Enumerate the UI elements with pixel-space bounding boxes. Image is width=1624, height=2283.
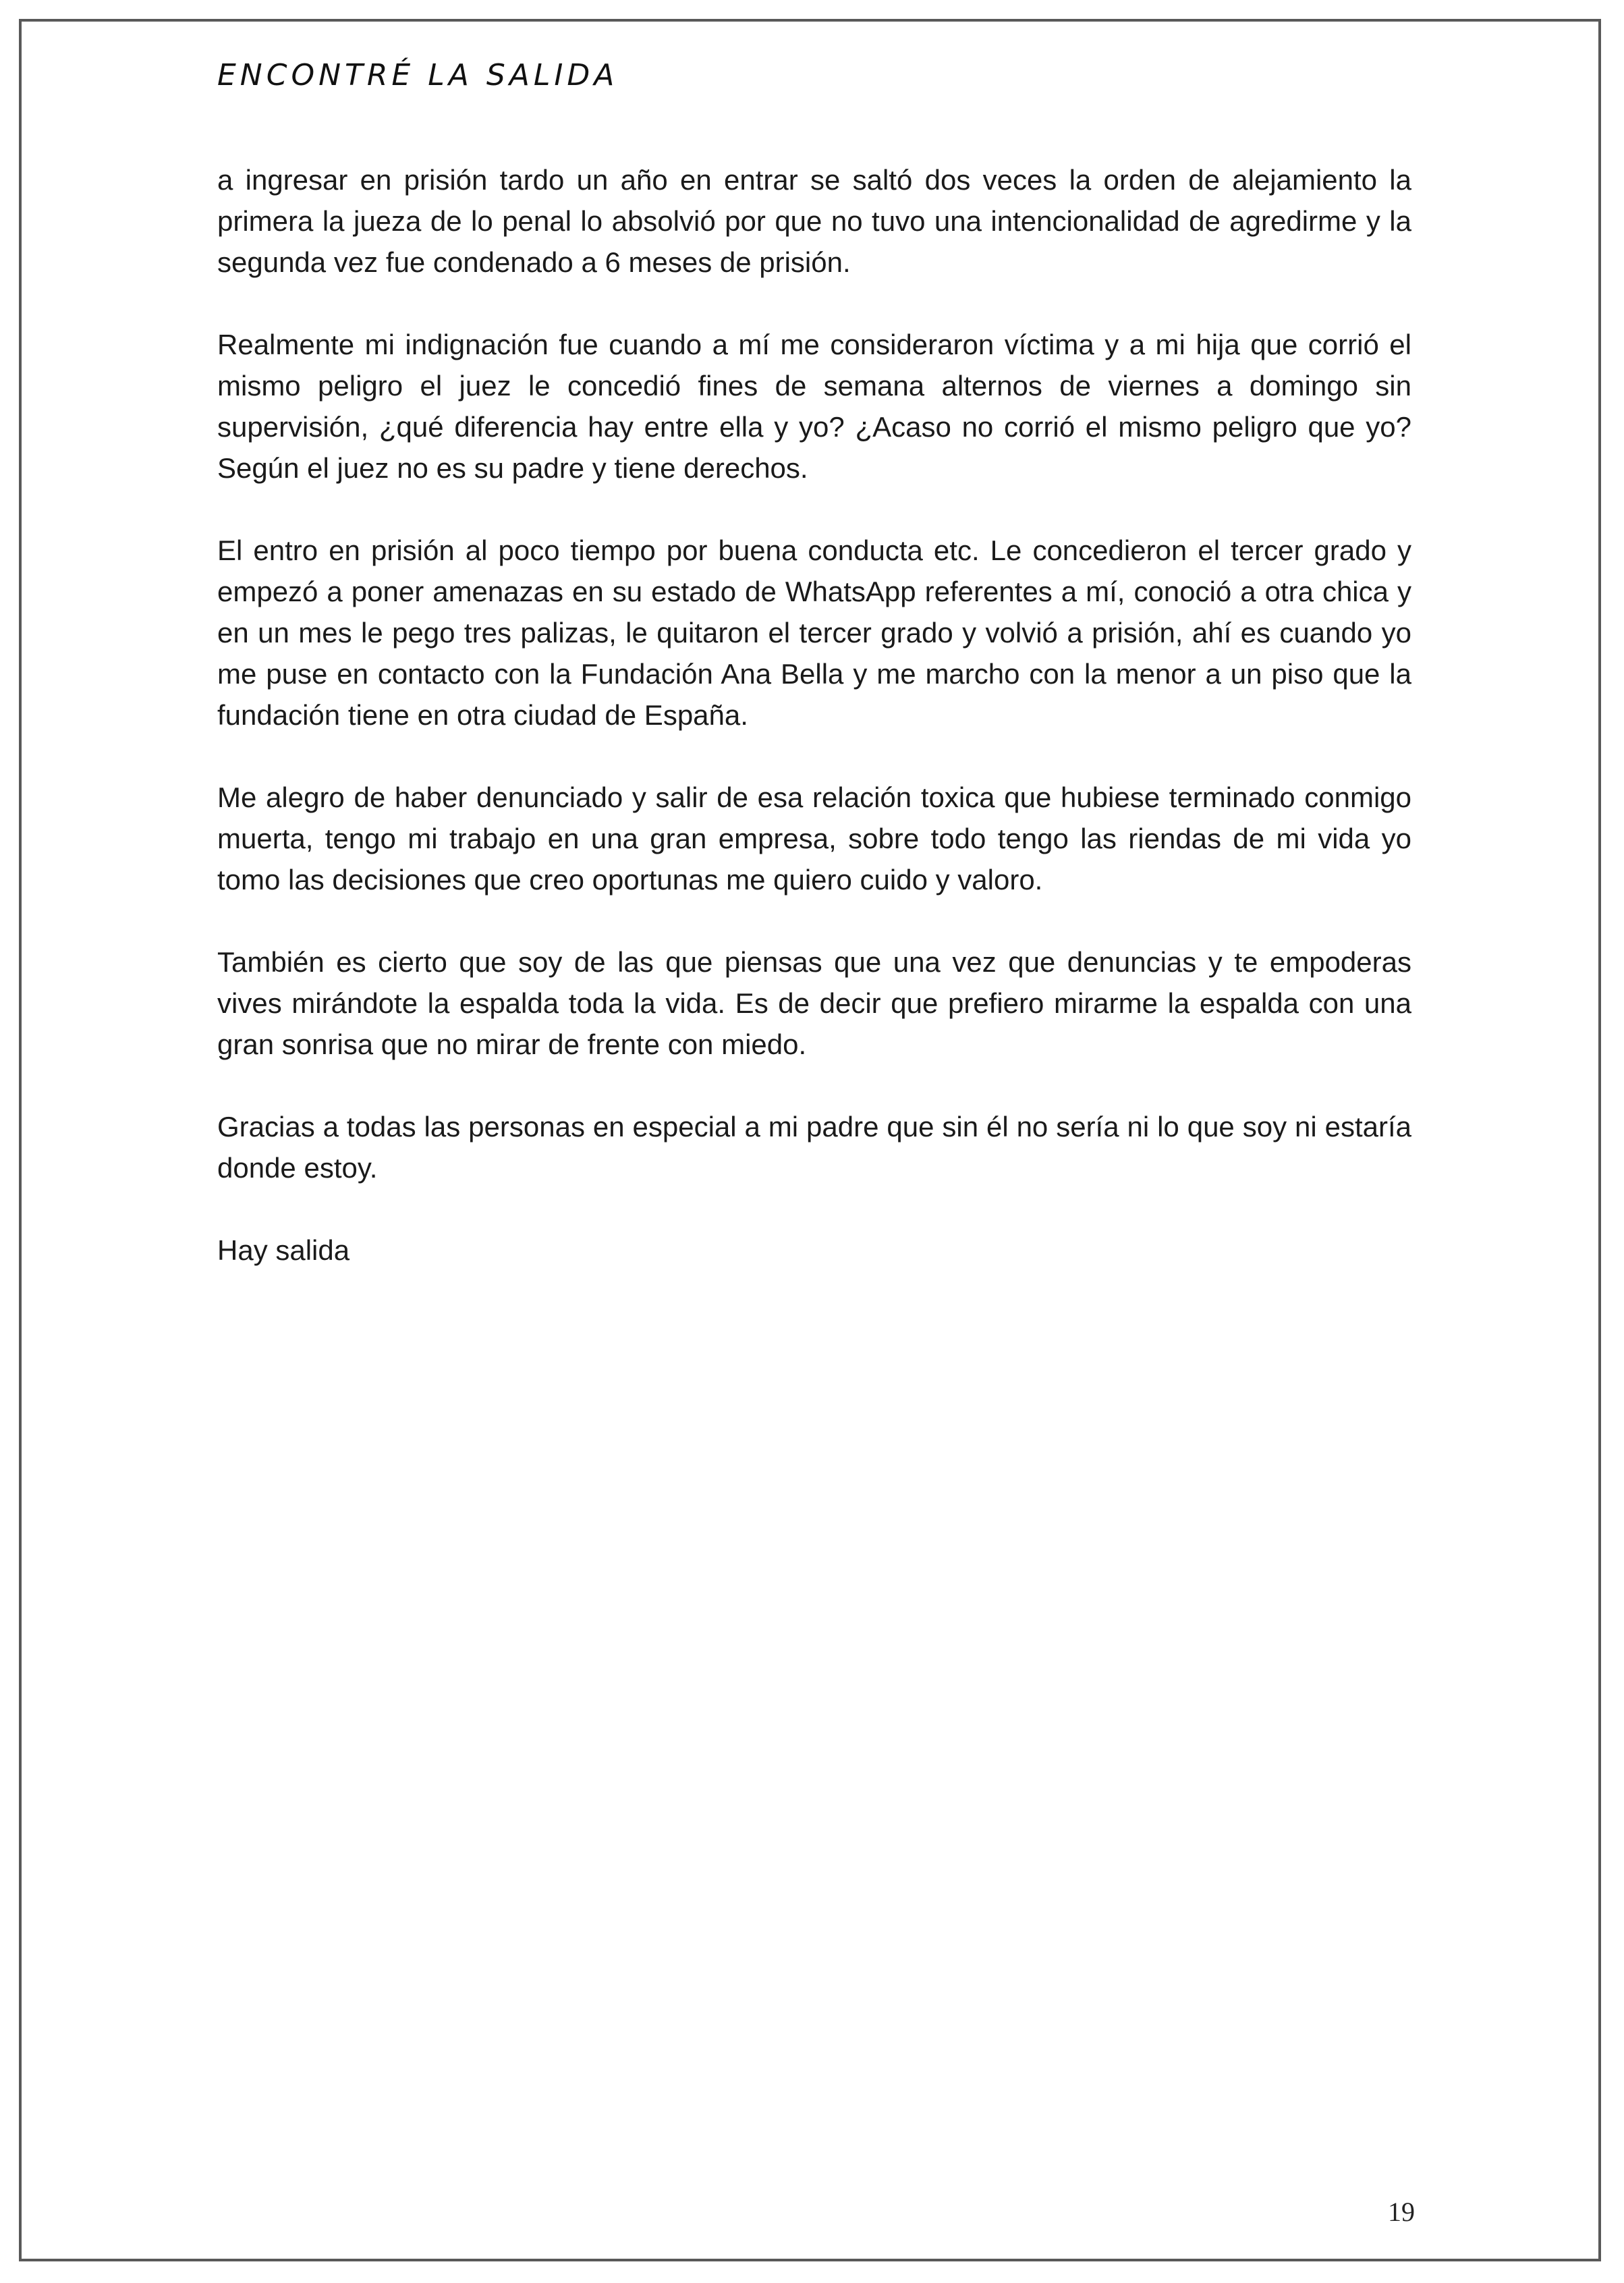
paragraph: a ingresar en prisión tardo un año en entrar se saltó dos veces la orden de alejamiento la primera la jueza de lo penal lo absolvió por que no tuvo una intencionalidad de agredirme y la segunda vez fue condenado a 6 meses de prisión. <box>217 164 1411 278</box>
body-text <box>217 159 1411 1312</box>
paragraph: Me alegro de haber denunciado y salir de esa relación toxica que hubiese terminado conmigo muerta, tengo mi trabajo en una gran empresa, sobre todo tengo las riendas de mi vida yo tomo las decisiones que creo oportunas me quiero cuido y valoro. <box>217 781 1411 896</box>
paragraph: También es cierto que soy de las que piensas que una vez que denuncias y te empoderas vives mirándote la espalda toda la vida. Es de decir que prefiero mirarme la espalda con una gran sonrisa que no mirar de frente con miedo. <box>217 946 1411 1060</box>
paragraph: Gracias a todas las personas en especial a mi padre que sin él no sería ni lo que soy ni estaría donde estoy. <box>217 1111 1411 1184</box>
closing-line: Hay salida <box>217 1234 350 1266</box>
paragraph: Realmente mi indignación fue cuando a mí me consideraron víctima y a mi hija que corrió el mismo peligro el juez le concedió fines de semana alternos de viernes a domingo sin supervisión, ¿qué diferencia hay entre ella y yo? ¿Acaso no corrió el mismo peligro que yo? Según el juez no es su padre y tiene derechos. <box>217 329 1411 484</box>
running-header: ENCONTRÉ LA SALIDA <box>217 58 619 92</box>
paragraph: El entro en prisión al poco tiempo por buena conducta etc. Le concedieron el tercer grado y empezó a poner amenazas en su estado de WhatsApp referentes a mí, conoció a otra chica y en un mes le pego tres palizas, le quitaron el tercer grado y volvió a prisión, ahí es cuando yo me puse en contacto con la Fundación Ana Bella y me marcho con la menor a un piso que la fundación tiene en otra ciudad de España. <box>217 534 1411 731</box>
page-number: 19 <box>1388 2197 1415 2227</box>
